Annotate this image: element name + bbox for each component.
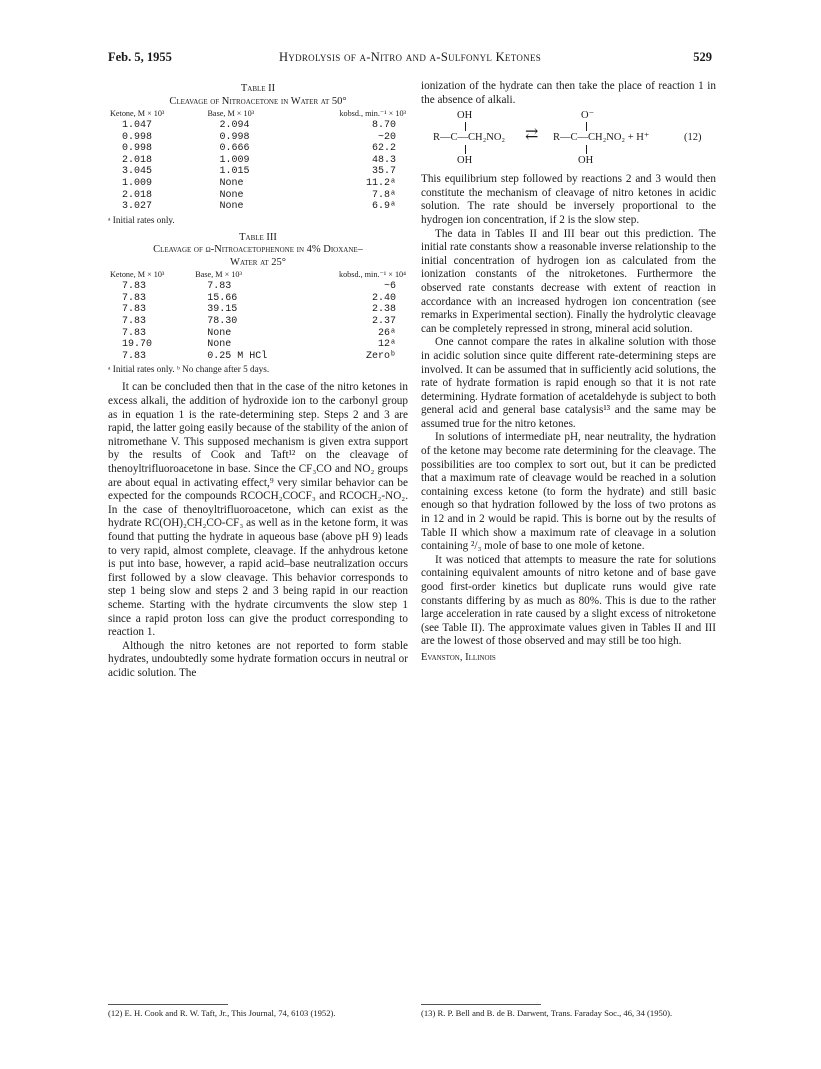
body-paragraph: ionization of the hydrate can then take the place of reaction 1 in the absence of alkali. xyxy=(421,80,716,106)
footnote-12: (12) E. H. Cook and R. W. Taft, Jr., This Journal, 74, 6103 (1952). xyxy=(108,1008,336,1018)
equation-number: (12) xyxy=(684,132,702,144)
equation-bond xyxy=(465,145,466,154)
table-cell: 2.40 xyxy=(371,292,396,304)
table2-col-k: kobsd., min.⁻¹ × 10³ xyxy=(339,109,406,118)
table3-col-k: kobsd., min.⁻¹ × 10⁴ xyxy=(338,270,406,280)
table-row xyxy=(108,304,408,316)
header-title: Hydrolysis of α-Nitro and α-Sulfonyl Ketones xyxy=(278,50,542,64)
equation-oh-bottom-right: OH xyxy=(578,155,594,167)
table-row xyxy=(108,351,408,363)
body-paragraph: In solutions of intermediate pH, near neutrality, the hydration of the ketone may become rate determining for the cleavage. The possibilities are too complex to sort out, but it can be predicted that a maximum rate of cleavage would be reached in a solution containing excess ketone (to form the hydrate) and still basic enough so that hydration followed by the loss of two protons as in 12 and in 2 would be rapid. This is borne out by the results of Table II which show a maximum rate of cleavage in a solution containing ²/₃ mole of base to one mole of ketone. xyxy=(421,431,716,553)
table-cell: 7.83 xyxy=(122,304,147,316)
table-cell: 39.15 xyxy=(207,304,238,316)
table-cell: 1.009 xyxy=(122,177,153,189)
body-paragraph: It was noticed that attempts to measure the rate for solutions containing equivalent amounts of nitro ketone and of base gave good first-order kinetics but duplicate runs would give rate constants differing by as much as 80%. This is due to the rather large acceleration in rate caused by a slight excess of nitroketone (see Table II). The approximate values given in Tables II and III are the lowest of those observed and may still be too high. xyxy=(421,553,716,648)
table-cell: 35.7 xyxy=(371,166,396,178)
table3-col-ketone: Ketone, M × 10³ xyxy=(110,270,165,280)
equation-bond xyxy=(586,122,587,131)
table-row xyxy=(108,201,408,213)
table2-col-base: Base, M × 10³ xyxy=(207,109,255,118)
table-cell: 0.666 xyxy=(219,143,250,155)
footnote-rule xyxy=(421,1004,541,1005)
table-row xyxy=(108,155,408,167)
table3-footnote: ᵃ Initial rates only. ᵇ No change after 5 days. xyxy=(108,364,270,375)
equation-o-minus: O⁻ xyxy=(581,110,595,122)
equation-12 xyxy=(421,109,716,169)
table-row xyxy=(108,120,408,132)
body-paragraph: One cannot compare the rates in alkaline solution with those in acidic solution since quite different rate-determining steps are involved. It can be assumed that in sufficiently acid solutions, the rate of hydrate formation is rapid enough so that it is not rate determining. Hydrate formation of acetaldehyde is subject to both general acid and general base catalysis¹³ and the same may be assumed true for the nitro ketones. xyxy=(421,336,716,430)
table2-footnote: ᵃ Initial rates only. xyxy=(108,214,175,225)
table-cell: 2.018 xyxy=(122,154,153,166)
equation-right-part: R—C—CH₂NO₂ + H⁺ xyxy=(553,132,650,144)
table-row xyxy=(108,281,408,293)
table-cell: 7.83 xyxy=(122,316,147,328)
table-row xyxy=(108,166,408,178)
table2-caption: Cleavage of Nitroacetone in Water at 50° xyxy=(169,95,347,107)
table-cell: 62.2 xyxy=(371,143,396,155)
table-row xyxy=(108,316,408,328)
table-cell: 26ᵃ xyxy=(377,327,396,339)
table-cell: Zeroᵇ xyxy=(365,350,396,362)
table-cell: 3.045 xyxy=(122,166,153,178)
table-cell: None xyxy=(207,339,232,351)
table-cell: 19.70 xyxy=(122,339,153,351)
table-cell: 12ᵃ xyxy=(377,339,396,351)
right-column xyxy=(421,80,716,665)
table-cell: None xyxy=(219,201,244,213)
table-cell: 7.83 xyxy=(122,350,147,362)
table-cell: 1.015 xyxy=(219,166,250,178)
table-cell: 2.37 xyxy=(371,316,396,328)
body-paragraph: This equilibrium step followed by reactions 2 and 3 would then constitute the mechanism of cleavage of nitro ketones in acidic solution. The rate should be inversely proportional to the hydrogen ion concentration, if 2 is the slow step. xyxy=(421,173,716,226)
table-cell: None xyxy=(219,177,244,189)
table-cell: 1.009 xyxy=(219,154,250,166)
table3-caption-line2: Water at 25° xyxy=(230,256,286,268)
table-cell: 11.2ᵃ xyxy=(365,177,396,189)
table-cell: 0.998 xyxy=(219,131,250,143)
table-cell: 2.018 xyxy=(122,189,153,201)
table-cell: 2.094 xyxy=(219,120,250,131)
table-cell: 1.047 xyxy=(122,120,153,131)
table-cell: 0.25 M HCl xyxy=(207,350,268,362)
table-cell: 7.8ᵃ xyxy=(371,189,396,201)
table-cell: 0.998 xyxy=(122,131,153,143)
table-cell: 48.3 xyxy=(371,154,396,166)
equation-oh-bottom-left: OH xyxy=(457,155,473,167)
equation-bond xyxy=(586,145,587,154)
table3-caption-line1: Cleavage of ω-Nitroacetophenone in 4% Dioxane– xyxy=(153,244,363,256)
table-cell: 7.83 xyxy=(122,292,147,304)
table-cell: 7.83 xyxy=(122,281,147,293)
table-cell: 0.998 xyxy=(122,143,153,155)
equation-left-part: R—C—CH₂NO₂ xyxy=(433,132,506,144)
table-row xyxy=(108,328,408,340)
table-cell: 78.30 xyxy=(207,316,238,328)
table2-number: Table II xyxy=(240,83,276,94)
body-paragraph: It can be concluded then that in the case of the nitro ketones in excess alkali, the addition of hydroxide ion to the carbonyl group as in equation 1 is the rate-determining step. Steps 2 and 3 are rapid, the latter going easily because of the stability of the anion of nitromethane V. This supposed mechanism is given extra support by the results of Cook and Taft¹² on the cleavage of thenoyltrifluoroacetone in base. Since the CF₃CO and NO₂ groups are about equal in activating effect,⁹ very similar behavior can be expected for the compounds RCOCH₂COCF₃ and RCOCH₂-NO₂. In the case of thenoyltrifluoroacetone, which can exist as the hydrate RC(OH)₂CH₂CO-CF₃ as well as in the ketone form, it was found that putting the hydrate in aqueous base (above pH 9) leads to very rapid, almost complete, cleavage. If the anhydrous ketone is put into base, however, a rapid acid–base neutralization occurs first followed by a slow cleavage. This behavior corresponds to step 1 being slow and steps 2 and 3 being rapid in our reaction scheme. Starting with the hydrate circumvents the slow step 1 since a rapid proton loss can give the product corresponding to reaction 1. xyxy=(108,381,408,639)
page-number: 529 xyxy=(693,50,712,64)
table3-number: Table III xyxy=(239,231,277,243)
footnote-rule xyxy=(108,1004,228,1005)
author-location: Evanston, Illinois xyxy=(421,651,496,663)
equation-oh-top: OH xyxy=(457,110,473,122)
body-paragraph: Although the nitro ketones are not reported to form stable hydrates, undoubtedly some hydrate formation occurs in neutral or acidic solution. The xyxy=(108,639,408,679)
table-row xyxy=(108,190,408,202)
table-cell: None xyxy=(207,327,232,339)
table2-col-ketone: Ketone, M × 10³ xyxy=(110,109,165,118)
table-cell: 3.027 xyxy=(122,201,153,213)
table-row xyxy=(108,339,408,351)
table-cell: 2.38 xyxy=(371,304,396,316)
header-date: Feb. 5, 1955 xyxy=(108,50,172,64)
table3 xyxy=(108,269,408,362)
running-header xyxy=(108,50,712,66)
table-cell: None xyxy=(219,189,244,201)
body-paragraph: The data in Tables II and III bear out this prediction. The initial rate constants show a reasonable inverse relationship to the initial concentration of hydrogen ion as calculated from the ionization constants of the nitroketones. Furthermore the observed rate constants decrease with extent of reaction in accordance with an increased hydrogen ion concentration (see remarks in Experimental section). Finally the hydrolytic cleavage can be completely repressed in strong, mineral acid solution. xyxy=(421,227,716,335)
table3-col-base: Base, M × 10³ xyxy=(195,270,242,280)
table-cell: 8.70 xyxy=(371,120,396,131)
table-row xyxy=(108,178,408,190)
table2 xyxy=(108,108,408,213)
left-column xyxy=(108,80,408,680)
table-cell: 7.83 xyxy=(122,327,147,339)
table-cell: 15.66 xyxy=(207,292,238,304)
table-cell: ~6 xyxy=(383,281,396,293)
table-row xyxy=(108,293,408,305)
table-row xyxy=(108,132,408,144)
equation-bond xyxy=(465,122,466,131)
equation-arrows: ⇄ xyxy=(525,126,539,144)
table-cell: 7.83 xyxy=(207,281,232,293)
table-cell: ~20 xyxy=(377,131,396,143)
footnote-13: (13) R. P. Bell and B. de B. Darwent, Trans. Faraday Soc., 46, 34 (1950). xyxy=(421,1008,673,1018)
table-cell: 6.9ᵃ xyxy=(371,201,396,213)
table-row xyxy=(108,143,408,155)
